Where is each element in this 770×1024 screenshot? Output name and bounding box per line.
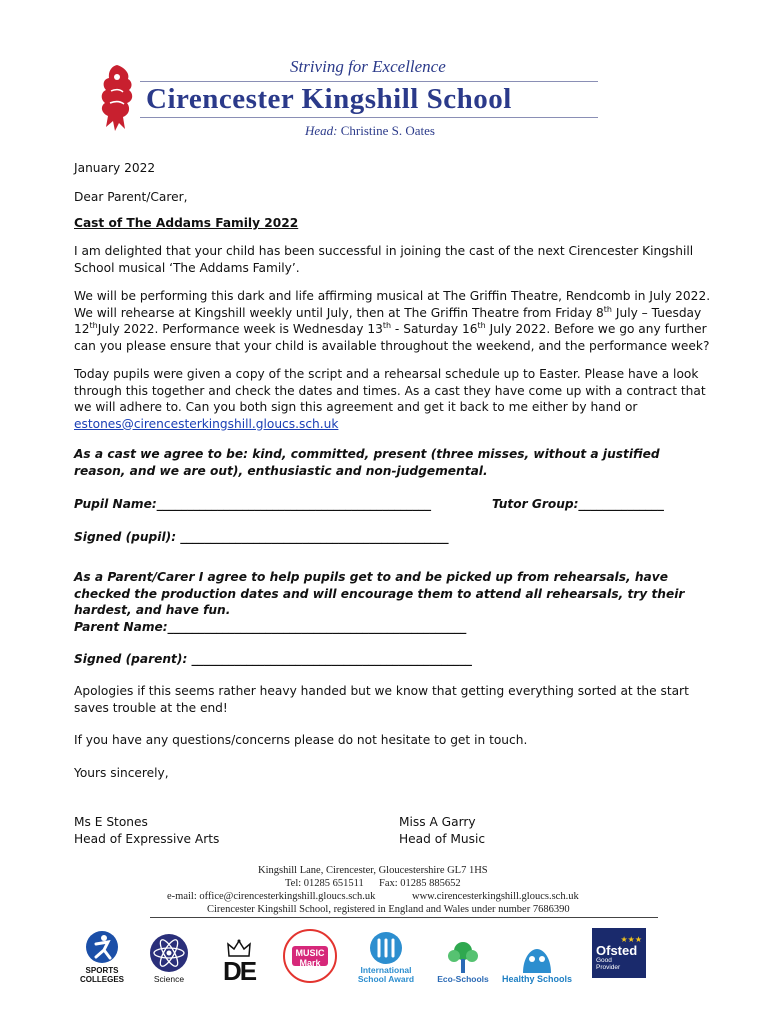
- header-divider: [140, 81, 598, 82]
- signer-2-title: Head of Music: [399, 831, 486, 846]
- signer-2: [399, 814, 699, 847]
- signer-2-name: Miss A Garry: [399, 815, 476, 829]
- p2-text-e: July 2022. Before we go any further can you please ensure that your child is available throughout the weekend, and the performance week?: [74, 322, 710, 353]
- international-award-caption: International School Award: [357, 965, 415, 984]
- footer-registration: Cirencester Kingshill School, registered in England and Wales under number 7686390: [207, 904, 570, 915]
- ofsted-logo: [592, 928, 646, 978]
- healthy-schools-caption: Healthy Schools: [501, 974, 573, 984]
- p2-text-d: - Saturday 16: [391, 322, 478, 336]
- healthy-schools-icon: [519, 945, 555, 975]
- ofsted-rating: Good Provider: [596, 956, 621, 971]
- p2-sup-2: th: [89, 320, 98, 330]
- header-divider-lower: [140, 117, 598, 118]
- science-logo: [144, 926, 194, 984]
- sports-figure-icon: [84, 930, 120, 964]
- footer-web: www.cirencesterkingshill.gloucs.sch.uk: [412, 891, 579, 902]
- signed-parent-field[interactable]: Signed (parent): ______________________________________________: [74, 652, 472, 666]
- letter-date: January 2022: [74, 161, 156, 175]
- paragraph-performance: [74, 288, 714, 354]
- signer-1-name: Ms E Stones: [74, 815, 148, 829]
- contact-email-link[interactable]: estones@cirencesterkingshill.gloucs.sch.uk: [74, 416, 339, 431]
- p2-sup-1: th: [603, 304, 613, 314]
- p2-sup-4: th: [477, 320, 486, 330]
- healthy-schools-logo: [500, 926, 574, 984]
- letter-subject-text: Cast of The Addams Family 2022: [74, 216, 299, 230]
- footer-email: e-mail: office@cirencesterkingshill.gloucs.sch.uk: [167, 891, 376, 902]
- duke-of-edinburgh-logo: [214, 926, 264, 984]
- international-school-award-logo: [350, 926, 422, 984]
- p2-text-a: We will be performing this dark and life affirming musical at The Griffin Theatre, Rendcomb in July 2022. We will rehearse at Kingshill weekly until July, then at The Griffin Theatre from Friday 8: [74, 289, 711, 320]
- paragraph-apology: Apologies if this seems rather heavy handed but we know that getting everything sorted at the start saves trouble at the end!: [74, 684, 689, 715]
- eco-schools-caption: Eco-Schools: [437, 974, 489, 984]
- signer-1-title: Head of Expressive Arts: [74, 831, 220, 846]
- paragraph-script: [74, 366, 714, 432]
- crown-icon: [226, 938, 252, 958]
- ofsted-stars-icon: ★★★: [620, 934, 642, 944]
- p2-text-c: July 2022. Performance week is Wednesday 13: [97, 322, 383, 336]
- music-mark-caption: MUSIC Mark: [295, 948, 325, 968]
- atom-icon: [149, 933, 189, 973]
- school-crest-icon: [97, 63, 137, 133]
- de-caption: DE: [222, 956, 256, 986]
- eco-schools-logo: [434, 926, 492, 984]
- tutor-group-field[interactable]: Tutor Group:______________: [492, 497, 664, 511]
- sports-colleges-logo: [80, 926, 124, 984]
- head-label: Head:: [305, 123, 338, 138]
- footer-divider: [150, 917, 658, 918]
- p2-sup-3: th: [382, 320, 392, 330]
- school-motto: Striving for Excellence: [290, 57, 446, 76]
- eco-tree-icon: [444, 939, 482, 975]
- signed-pupil-field[interactable]: Signed (pupil): ____________________________________________: [74, 530, 449, 544]
- signer-1: [74, 814, 374, 847]
- international-award-icon: [366, 931, 406, 965]
- letter-closing: Yours sincerely,: [74, 766, 169, 780]
- parent-agreement: As a Parent/Carer I agree to help pupils get to and be picked up from rehearsals, have checked the production dates and will encourage them to attend all rehearsals, try their hardest, and have fun.: [74, 570, 685, 617]
- science-caption: Science: [153, 974, 185, 984]
- school-name: Cirencester Kingshill School: [146, 83, 512, 115]
- paragraph-intro: I am delighted that your child has been successful in joining the cast of the next Cirencester Kingshill School musical ‘The Addams Family’.: [74, 244, 694, 275]
- p3-text: Today pupils were given a copy of the script and a rehearsal schedule up to Easter. Please have a look through this together and check the dates and times. As a cast they have come up with a contract that we will adhere to. Can you both sign this agreement and get it back to me either by hand or: [74, 367, 706, 414]
- footer-fax: Fax: 01285 885652: [379, 878, 461, 889]
- pupil-name-field[interactable]: Pupil Name:_____________________________________________: [74, 497, 431, 511]
- head-teacher-line: [305, 123, 435, 139]
- sports-colleges-caption: SPORTS COLLEGES: [80, 966, 125, 984]
- music-mark-logo: [282, 926, 338, 984]
- letter-salutation: Dear Parent/Carer,: [74, 190, 188, 204]
- paragraph-questions: If you have any questions/concerns please do not hesitate to get in touch.: [74, 733, 528, 747]
- parent-name-field[interactable]: Parent Name:_________________________________________________: [74, 620, 467, 634]
- cast-agreement: As a cast we agree to be: kind, committed, present (three misses, without a justified reason, and we are out), enthusiastic and non-judgemental.: [74, 447, 660, 478]
- ofsted-caption: Ofsted: [596, 942, 638, 958]
- head-name: Christine S. Oates: [340, 123, 435, 138]
- footer-tel: Tel: 01285 651511: [285, 878, 364, 889]
- p2-text-b: July – Tuesday 12: [74, 305, 702, 336]
- footer-address: Kingshill Lane, Cirencester, Gloucestershire GL7 1HS: [258, 865, 488, 876]
- letter-subject: [74, 215, 714, 232]
